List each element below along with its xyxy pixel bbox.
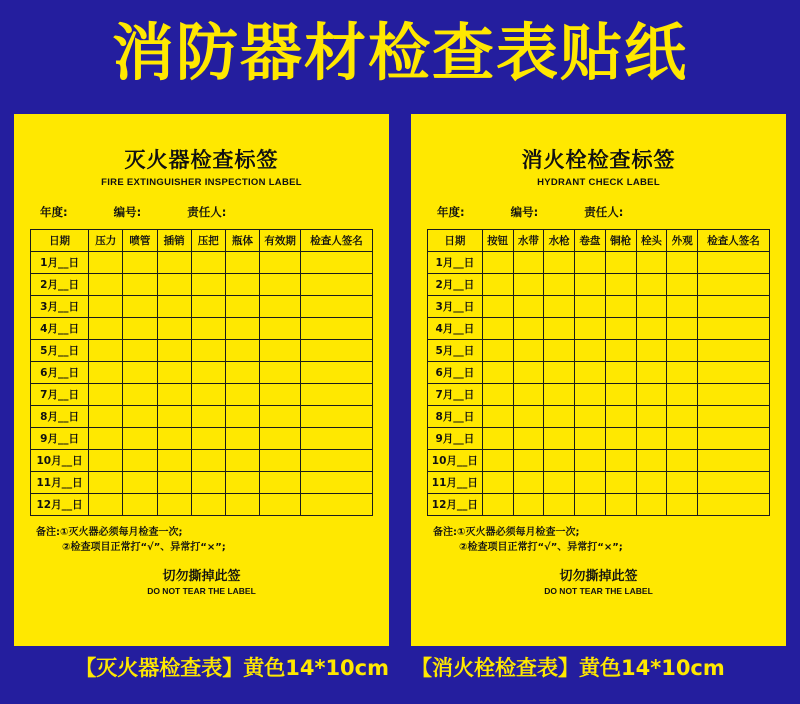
row-date: 9月__日 xyxy=(31,428,89,450)
cell[interactable] xyxy=(575,384,606,406)
meta-number-label: 编号: xyxy=(510,205,539,219)
meta-year-label: 年度: xyxy=(437,205,465,219)
row-date: 7月__日 xyxy=(428,384,483,406)
cell[interactable] xyxy=(157,428,191,450)
cell[interactable] xyxy=(636,428,667,450)
cell[interactable] xyxy=(605,450,636,472)
cell[interactable] xyxy=(544,252,575,274)
table-row xyxy=(428,252,770,274)
cell[interactable] xyxy=(191,274,225,296)
cell[interactable] xyxy=(605,340,636,362)
cell[interactable] xyxy=(575,494,606,516)
column-header: 日期 xyxy=(31,230,89,252)
cell[interactable] xyxy=(225,296,259,318)
cell[interactable] xyxy=(123,274,157,296)
cell[interactable] xyxy=(636,450,667,472)
cell[interactable] xyxy=(575,428,606,450)
cell[interactable] xyxy=(260,318,301,340)
row-date: 8月__日 xyxy=(428,406,483,428)
page-title: 消防器材检查表贴纸 xyxy=(111,16,688,89)
table-row xyxy=(31,450,373,472)
row-date: 2月__日 xyxy=(428,274,483,296)
cell[interactable] xyxy=(123,406,157,428)
row-date: 5月__日 xyxy=(428,340,483,362)
cell[interactable] xyxy=(544,428,575,450)
cell[interactable] xyxy=(225,384,259,406)
cell[interactable] xyxy=(123,362,157,384)
cell[interactable] xyxy=(513,450,544,472)
card-title: 灭火器检查标签 xyxy=(124,148,279,172)
cell[interactable] xyxy=(544,384,575,406)
cell[interactable] xyxy=(260,406,301,428)
cell[interactable] xyxy=(482,450,513,472)
cell[interactable] xyxy=(301,384,373,406)
cell[interactable] xyxy=(636,472,667,494)
cell[interactable] xyxy=(513,318,544,340)
column-header: 检查人签名 xyxy=(698,230,770,252)
table-row xyxy=(428,362,770,384)
cell[interactable] xyxy=(636,384,667,406)
cell[interactable] xyxy=(157,296,191,318)
row-date: 9月__日 xyxy=(428,428,483,450)
row-date: 12月__日 xyxy=(428,494,483,516)
cell[interactable] xyxy=(513,494,544,516)
column-header: 日期 xyxy=(428,230,483,252)
row-date: 11月__日 xyxy=(31,472,89,494)
cell[interactable] xyxy=(157,472,191,494)
note-line: ②检查项目正常打“√”、异常打“×”; xyxy=(62,541,226,553)
cell[interactable] xyxy=(123,296,157,318)
cell[interactable] xyxy=(513,428,544,450)
cell[interactable] xyxy=(225,406,259,428)
cell[interactable] xyxy=(698,274,770,296)
cell[interactable] xyxy=(225,494,259,516)
cell[interactable] xyxy=(636,340,667,362)
row-date: 5月__日 xyxy=(31,340,89,362)
cell[interactable] xyxy=(225,450,259,472)
cell[interactable] xyxy=(482,384,513,406)
cell[interactable] xyxy=(698,450,770,472)
column-header: 水枪 xyxy=(544,230,575,252)
cell[interactable] xyxy=(636,274,667,296)
cell[interactable] xyxy=(191,296,225,318)
cell[interactable] xyxy=(605,274,636,296)
cell[interactable] xyxy=(260,384,301,406)
cell[interactable] xyxy=(157,252,191,274)
cell[interactable] xyxy=(123,494,157,516)
cell[interactable] xyxy=(260,252,301,274)
cell[interactable] xyxy=(575,252,606,274)
cell[interactable] xyxy=(482,406,513,428)
cell[interactable] xyxy=(698,406,770,428)
cell[interactable] xyxy=(575,296,606,318)
row-date: 12月__日 xyxy=(31,494,89,516)
row-date: 3月__日 xyxy=(31,296,89,318)
cell[interactable] xyxy=(698,296,770,318)
cell[interactable] xyxy=(513,274,544,296)
cell[interactable] xyxy=(157,362,191,384)
cell[interactable] xyxy=(225,362,259,384)
table-row xyxy=(31,494,373,516)
cell[interactable] xyxy=(191,450,225,472)
captions-row xyxy=(0,652,800,682)
cell[interactable] xyxy=(605,472,636,494)
cell[interactable] xyxy=(89,494,123,516)
cell[interactable] xyxy=(157,384,191,406)
cell[interactable] xyxy=(513,362,544,384)
cell[interactable] xyxy=(605,384,636,406)
table-row xyxy=(31,296,373,318)
cell[interactable] xyxy=(123,472,157,494)
column-header: 外观 xyxy=(667,230,698,252)
cell[interactable] xyxy=(301,406,373,428)
cell[interactable] xyxy=(667,450,698,472)
cell[interactable] xyxy=(605,296,636,318)
column-header: 有效期 xyxy=(260,230,301,252)
cell[interactable] xyxy=(191,428,225,450)
cell[interactable] xyxy=(667,296,698,318)
cell[interactable] xyxy=(301,274,373,296)
cell[interactable] xyxy=(698,318,770,340)
row-date: 6月__日 xyxy=(31,362,89,384)
table-row xyxy=(31,252,373,274)
cell[interactable] xyxy=(636,318,667,340)
cell[interactable] xyxy=(225,274,259,296)
cell[interactable] xyxy=(482,472,513,494)
cell[interactable] xyxy=(482,296,513,318)
fire-extinguisher-label-card xyxy=(14,114,389,646)
cell[interactable] xyxy=(667,384,698,406)
cell[interactable] xyxy=(575,362,606,384)
column-header: 瓶体 xyxy=(225,230,259,252)
cell[interactable] xyxy=(89,472,123,494)
cell[interactable] xyxy=(89,428,123,450)
cell[interactable] xyxy=(544,318,575,340)
column-header: 卷盘 xyxy=(575,230,606,252)
cell[interactable] xyxy=(513,406,544,428)
cell[interactable] xyxy=(605,494,636,516)
cell[interactable] xyxy=(636,252,667,274)
table-row xyxy=(428,428,770,450)
cell[interactable] xyxy=(513,340,544,362)
cell[interactable] xyxy=(260,296,301,318)
cell[interactable] xyxy=(667,406,698,428)
column-header: 按钮 xyxy=(482,230,513,252)
hydrant-label-card xyxy=(411,114,786,646)
cell[interactable] xyxy=(482,318,513,340)
inspection-table xyxy=(427,229,770,516)
cell[interactable] xyxy=(575,450,606,472)
cell[interactable] xyxy=(89,362,123,384)
cell[interactable] xyxy=(89,340,123,362)
cell[interactable] xyxy=(260,450,301,472)
cell[interactable] xyxy=(89,406,123,428)
cell[interactable] xyxy=(636,406,667,428)
meta-row xyxy=(30,204,373,220)
cell[interactable] xyxy=(191,340,225,362)
table-row xyxy=(428,472,770,494)
table-row xyxy=(31,362,373,384)
cell[interactable] xyxy=(575,318,606,340)
row-date: 10月__日 xyxy=(31,450,89,472)
cell[interactable] xyxy=(513,472,544,494)
warning-text: 切勿撕掉此签 xyxy=(559,569,638,584)
label-cards-container xyxy=(14,114,786,646)
cell[interactable] xyxy=(698,340,770,362)
cell[interactable] xyxy=(482,428,513,450)
cell[interactable] xyxy=(157,450,191,472)
table-row xyxy=(428,406,770,428)
cell[interactable] xyxy=(225,318,259,340)
cell[interactable] xyxy=(513,296,544,318)
notes-block xyxy=(427,526,770,555)
cell[interactable] xyxy=(89,252,123,274)
cell[interactable] xyxy=(544,494,575,516)
cell[interactable] xyxy=(544,274,575,296)
cell[interactable] xyxy=(123,450,157,472)
table-row xyxy=(31,428,373,450)
cell[interactable] xyxy=(191,384,225,406)
table-row xyxy=(31,340,373,362)
cell[interactable] xyxy=(482,340,513,362)
cell[interactable] xyxy=(191,406,225,428)
caption-right: 【消火栓检查表】黄色14*10cm xyxy=(411,656,725,680)
cell[interactable] xyxy=(482,274,513,296)
cell[interactable] xyxy=(301,362,373,384)
inspection-table xyxy=(30,229,373,516)
card-subtitle: HYDRANT CHECK LABEL xyxy=(537,177,660,188)
cell[interactable] xyxy=(89,384,123,406)
column-header: 铜枪 xyxy=(605,230,636,252)
cell[interactable] xyxy=(225,340,259,362)
row-date: 4月__日 xyxy=(31,318,89,340)
table-row xyxy=(31,406,373,428)
table-row xyxy=(428,274,770,296)
note-line: 备注:①灭火器必须每月检查一次; xyxy=(433,527,580,538)
warning-text-en: DO NOT TEAR THE LABEL xyxy=(147,586,256,596)
cell[interactable] xyxy=(191,252,225,274)
cell[interactable] xyxy=(123,318,157,340)
cell[interactable] xyxy=(260,362,301,384)
cell[interactable] xyxy=(667,472,698,494)
cell[interactable] xyxy=(667,428,698,450)
cell[interactable] xyxy=(544,296,575,318)
table-row xyxy=(31,274,373,296)
meta-person-label: 责任人: xyxy=(584,205,624,219)
cell[interactable] xyxy=(157,406,191,428)
cell[interactable] xyxy=(123,252,157,274)
cell[interactable] xyxy=(575,274,606,296)
row-date: 3月__日 xyxy=(428,296,483,318)
column-header: 栓头 xyxy=(636,230,667,252)
cell[interactable] xyxy=(123,428,157,450)
table-row xyxy=(428,450,770,472)
cell[interactable] xyxy=(544,340,575,362)
cell[interactable] xyxy=(301,340,373,362)
note-line: 备注:①灭火器必须每月检查一次; xyxy=(36,527,183,538)
cell[interactable] xyxy=(605,318,636,340)
cell[interactable] xyxy=(605,362,636,384)
cell[interactable] xyxy=(157,274,191,296)
cell[interactable] xyxy=(89,296,123,318)
cell[interactable] xyxy=(605,428,636,450)
cell[interactable] xyxy=(698,428,770,450)
cell[interactable] xyxy=(575,406,606,428)
cell[interactable] xyxy=(157,318,191,340)
cell[interactable] xyxy=(191,494,225,516)
cell[interactable] xyxy=(544,450,575,472)
cell[interactable] xyxy=(260,472,301,494)
row-date: 10月__日 xyxy=(428,450,483,472)
table-row xyxy=(31,318,373,340)
cell[interactable] xyxy=(191,318,225,340)
row-date: 7月__日 xyxy=(31,384,89,406)
table-row xyxy=(428,296,770,318)
cell[interactable] xyxy=(89,274,123,296)
cell[interactable] xyxy=(260,428,301,450)
meta-row xyxy=(427,204,770,220)
cell[interactable] xyxy=(636,362,667,384)
cell[interactable] xyxy=(482,362,513,384)
cell[interactable] xyxy=(89,318,123,340)
cell[interactable] xyxy=(667,252,698,274)
cell[interactable] xyxy=(698,494,770,516)
row-date: 8月__日 xyxy=(31,406,89,428)
cell[interactable] xyxy=(301,428,373,450)
row-date: 1月__日 xyxy=(428,252,483,274)
cell[interactable] xyxy=(513,252,544,274)
cell[interactable] xyxy=(260,274,301,296)
cell[interactable] xyxy=(301,472,373,494)
table-row xyxy=(31,472,373,494)
table-row xyxy=(428,340,770,362)
row-date: 11月__日 xyxy=(428,472,483,494)
card-title: 消火栓检查标签 xyxy=(521,148,676,172)
cell[interactable] xyxy=(667,274,698,296)
cell[interactable] xyxy=(260,340,301,362)
column-header: 压力 xyxy=(89,230,123,252)
cell[interactable] xyxy=(482,494,513,516)
row-date: 4月__日 xyxy=(428,318,483,340)
cell[interactable] xyxy=(301,494,373,516)
table-header-row xyxy=(428,230,770,252)
cell[interactable] xyxy=(225,472,259,494)
cell[interactable] xyxy=(225,428,259,450)
cell[interactable] xyxy=(191,472,225,494)
column-header: 检查人签名 xyxy=(301,230,373,252)
cell[interactable] xyxy=(667,494,698,516)
table-row xyxy=(31,384,373,406)
cell[interactable] xyxy=(544,362,575,384)
caption-left: 【灭火器检查表】黄色14*10cm xyxy=(75,656,389,680)
row-date: 6月__日 xyxy=(428,362,483,384)
cell[interactable] xyxy=(301,318,373,340)
notes-block xyxy=(30,526,373,555)
note-line: ②检查项目正常打“√”、异常打“×”; xyxy=(459,541,623,553)
cell[interactable] xyxy=(667,362,698,384)
cell[interactable] xyxy=(698,384,770,406)
cell[interactable] xyxy=(605,406,636,428)
table-row xyxy=(428,384,770,406)
cell[interactable] xyxy=(157,340,191,362)
cell[interactable] xyxy=(482,252,513,274)
warning-text-en: DO NOT TEAR THE LABEL xyxy=(544,586,653,596)
card-subtitle: FIRE EXTINGUISHER INSPECTION LABEL xyxy=(101,177,302,188)
cell[interactable] xyxy=(225,252,259,274)
table-row xyxy=(428,318,770,340)
column-header: 水带 xyxy=(513,230,544,252)
column-header: 喷管 xyxy=(123,230,157,252)
cell[interactable] xyxy=(698,472,770,494)
row-date: 1月__日 xyxy=(31,252,89,274)
cell[interactable] xyxy=(301,252,373,274)
cell[interactable] xyxy=(575,472,606,494)
warning-text: 切勿撕掉此签 xyxy=(162,569,241,584)
cell[interactable] xyxy=(667,318,698,340)
cell[interactable] xyxy=(191,362,225,384)
row-date: 2月__日 xyxy=(31,274,89,296)
cell[interactable] xyxy=(698,252,770,274)
cell[interactable] xyxy=(575,340,606,362)
cell[interactable] xyxy=(698,362,770,384)
cell[interactable] xyxy=(667,340,698,362)
cell[interactable] xyxy=(513,384,544,406)
cell[interactable] xyxy=(636,296,667,318)
cell[interactable] xyxy=(636,494,667,516)
table-row xyxy=(428,494,770,516)
cell[interactable] xyxy=(301,296,373,318)
meta-year-label: 年度: xyxy=(40,205,68,219)
column-header: 压把 xyxy=(191,230,225,252)
column-header: 插销 xyxy=(157,230,191,252)
table-header-row xyxy=(31,230,373,252)
cell[interactable] xyxy=(89,450,123,472)
cell[interactable] xyxy=(544,472,575,494)
cell[interactable] xyxy=(605,252,636,274)
cell[interactable] xyxy=(544,406,575,428)
cell[interactable] xyxy=(123,340,157,362)
cell[interactable] xyxy=(123,384,157,406)
meta-person-label: 责任人: xyxy=(187,205,227,219)
cell[interactable] xyxy=(260,494,301,516)
cell[interactable] xyxy=(157,494,191,516)
meta-number-label: 编号: xyxy=(113,205,142,219)
cell[interactable] xyxy=(301,450,373,472)
